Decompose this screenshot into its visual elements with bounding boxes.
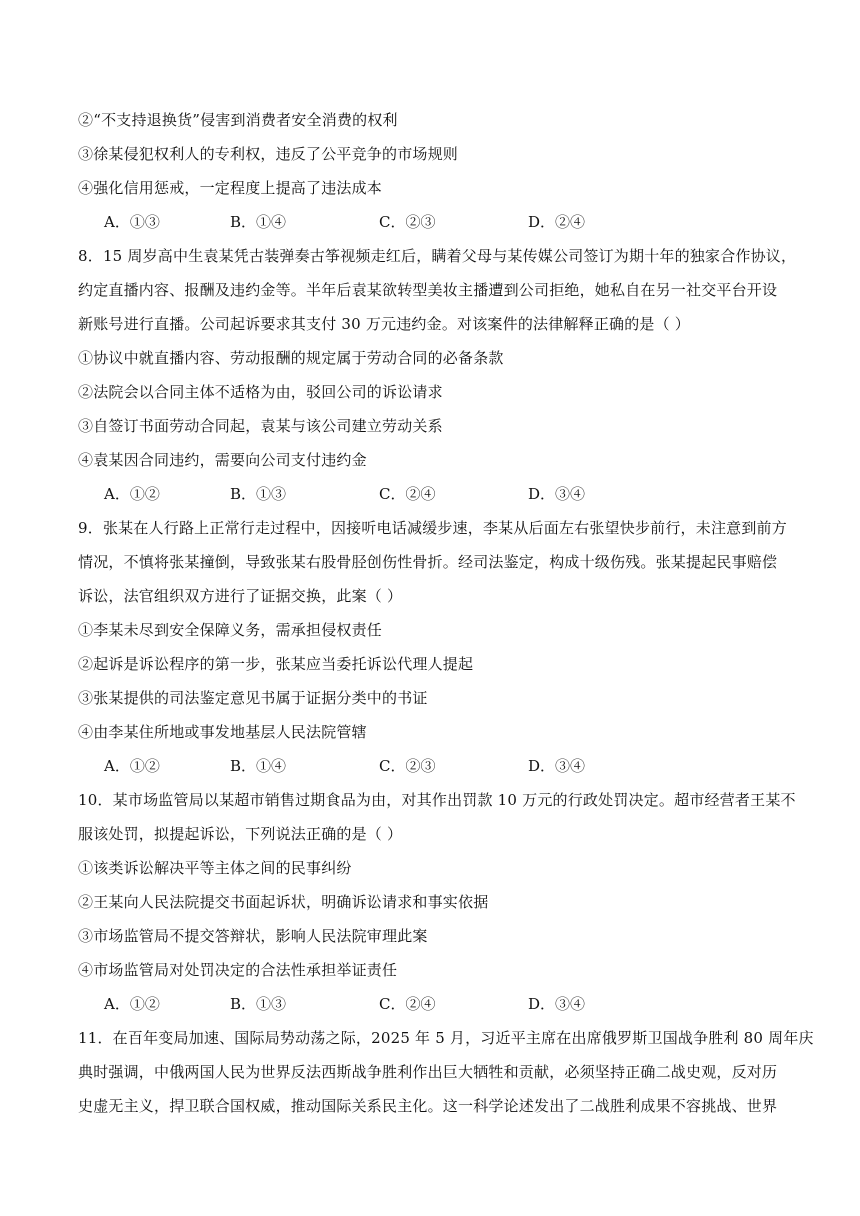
option-b: B．①③: [230, 485, 287, 503]
statement-item: ③自签订书面劳动合同起，袁某与该公司建立劳动关系: [78, 417, 443, 435]
option-c: C．②③: [379, 213, 436, 231]
statement-item: ②法院会以合同主体不适格为由，驳回公司的诉讼请求: [78, 383, 443, 401]
answer-options: [104, 211, 704, 233]
option-a: A．①②: [104, 485, 160, 503]
statement-item: ②“不支持退换货”侵害到消费者安全消费的权利: [78, 111, 398, 129]
question-11-stem-line: 典时强调，中俄两国人民为世界反法西斯战争胜利作出巨大牺牲和贡献，必须坚持正确二战史观，反对历: [78, 1063, 778, 1081]
option-c: C．②③: [379, 757, 436, 775]
question-9-stem-line: 诉讼，法官组织双方进行了证据交换，此案（ ）: [78, 587, 403, 605]
question-10-stem-line: 服该处罚，拟提起诉讼，下列说法正确的是（ ）: [78, 825, 403, 843]
statement-item: ③徐某侵犯权利人的专利权，违反了公平竞争的市场规则: [78, 145, 459, 163]
question-8-stem-line: 约定直播内容、报酬及违约金等。半年后袁某欲转型美妆主播遭到公司拒绝，她私自在另一社交平台开设: [78, 281, 778, 299]
question-8-stem-line: 新账号进行直播。公司起诉要求其支付 30 万元违约金。对该案件的法律解释正确的是（ ）: [78, 315, 690, 333]
answer-options: [104, 993, 704, 1015]
option-c: C．②④: [379, 995, 436, 1013]
option-d: D．③④: [528, 995, 586, 1013]
statement-item: ③张某提供的司法鉴定意见书属于证据分类中的书证: [78, 689, 428, 707]
question-9-stem-line: 情况，不慎将张某撞倒，导致张某右股骨胫创伤性骨折。经司法鉴定，构成十级伤残。张某提起民事赔偿: [78, 553, 778, 571]
question-9-stem-line: 9．张某在人行路上正常行走过程中，因接听电话减缓步速，李某从后面左右张望快步前行，未注意到前方: [78, 519, 787, 537]
option-b: B．①④: [230, 213, 287, 231]
option-d: D．③④: [528, 757, 586, 775]
statement-item: ④袁某因合同违约，需要向公司支付违约金: [78, 451, 367, 469]
option-a: A．①③: [104, 213, 160, 231]
question-11-stem-line: 史虚无主义，捍卫联合国权威，推动国际关系民主化。这一科学论述发出了二战胜利成果不容挑战、世界: [78, 1097, 778, 1115]
option-b: B．①③: [230, 995, 287, 1013]
statement-item: ②起诉是诉讼程序的第一步，张某应当委托诉讼代理人提起: [78, 655, 474, 673]
statement-item: ④由李某住所地或事发地基层人民法院管辖: [78, 723, 367, 741]
question-10-stem-line: 10．某市场监管局以某超市销售过期食品为由，对其作出罚款 10 万元的行政处罚决定。超市经营者王某不: [78, 791, 796, 809]
option-b: B．①④: [230, 757, 287, 775]
statement-item: ④市场监管局对处罚决定的合法性承担举证责任: [78, 961, 398, 979]
option-d: D．②④: [528, 213, 586, 231]
option-a: A．①②: [104, 995, 160, 1013]
statement-item: ①该类诉讼解决平等主体之间的民事纠纷: [78, 859, 352, 877]
answer-options: [104, 483, 704, 505]
statement-item: ③市场监管局不提交答辩状，影响人民法院审理此案: [78, 927, 428, 945]
statement-item: ①李某未尽到安全保障义务，需承担侵权责任: [78, 621, 383, 639]
statement-item: ①协议中就直播内容、劳动报酬的规定属于劳动合同的必备条款: [78, 349, 504, 367]
option-d: D．③④: [528, 485, 586, 503]
answer-options: [104, 755, 704, 777]
question-11-stem-line: 11．在百年变局加速、国际局势动荡之际，2025 年 5 月，习近平主席在出席俄罗斯卫国战争胜利 80 周年庆: [78, 1029, 814, 1047]
option-a: A．①②: [104, 757, 160, 775]
statement-item: ④强化信用惩戒，一定程度上提高了违法成本: [78, 179, 383, 197]
option-c: C．②④: [379, 485, 436, 503]
question-8-stem-line: 8．15 周岁高中生袁某凭古装弹奏古筝视频走红后，瞒着父母与某传媒公司签订为期十年的独家合作协议，: [78, 247, 797, 265]
statement-item: ②王某向人民法院提交书面起诉状，明确诉讼请求和事实依据: [78, 893, 489, 911]
